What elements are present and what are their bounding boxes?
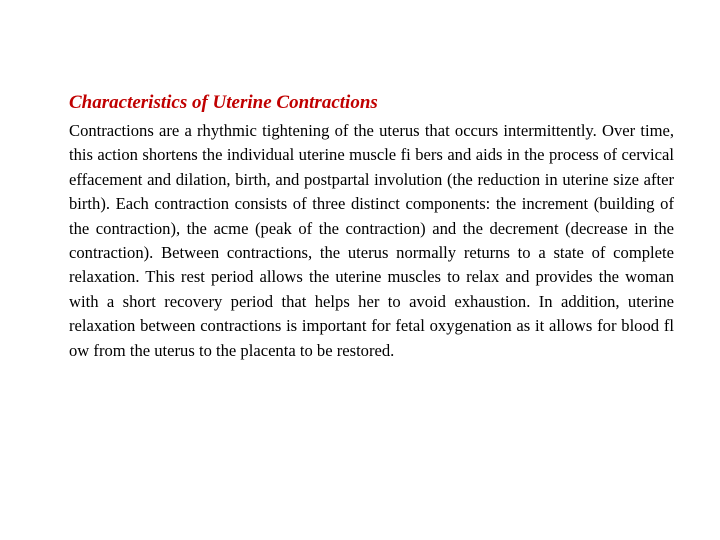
slide-body-text: Contractions are a rhythmic tightening of the uterus that occurs intermittently. Over time, this action shortens the individual uterine muscle fi bers and aids in the process of cervical effacement and dilation, birth, and postpartal involution (the reduction in uterine size after birth). Each contraction consists of three distinct components: the increment (building of the contraction), the acme (peak of the contraction) and the decrement (decrease in the contraction). Between contractions, the uterus normally returns to a state of complete relaxation. This rest period allows the uterine muscles to relax and provides the woman with a short recovery period that helps her to avoid exhaustion. In addition, uterine relaxation between contractions is important for fetal oxygenation as it allows for blood fl ow from the uterus to the placenta to be restored. [69,121,674,360]
slide-title: Characteristics of Uterine Contractions [69,92,378,113]
slide-content [69,90,674,363]
